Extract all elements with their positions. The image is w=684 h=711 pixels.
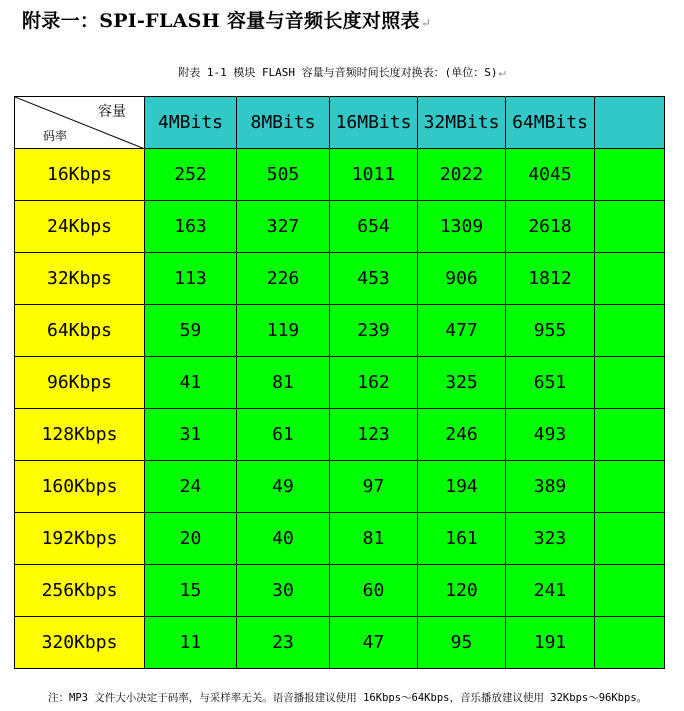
duration-cell: 654 xyxy=(330,201,418,253)
duration-cell: 226 xyxy=(237,253,330,305)
paragraph-mark-icon: ↵ xyxy=(498,65,506,79)
table-row xyxy=(15,253,665,305)
bitrate-header-label: 码率 xyxy=(43,129,68,143)
table-header-row xyxy=(15,97,665,149)
column-header: 16MBits xyxy=(330,97,418,149)
table-row xyxy=(15,513,665,565)
table-row xyxy=(15,617,665,669)
bitrate-cell: 192Kbps xyxy=(15,513,145,565)
duration-cell: 120 xyxy=(418,565,506,617)
table-row xyxy=(15,305,665,357)
duration-cell: 31 xyxy=(145,409,237,461)
duration-cell: 61 xyxy=(237,409,330,461)
duration-cell: 1812 xyxy=(506,253,595,305)
duration-cell: 81 xyxy=(330,513,418,565)
duration-cell: 651 xyxy=(506,357,595,409)
bitrate-cell: 16Kbps xyxy=(15,149,145,201)
duration-cell: 95 xyxy=(418,617,506,669)
duration-cell: 15 xyxy=(145,565,237,617)
empty-header-cell xyxy=(595,97,665,149)
empty-cell xyxy=(595,409,665,461)
duration-cell: 4045 xyxy=(506,149,595,201)
document-title-text: 附录一：SPI-FLASH 容量与音频长度对照表 xyxy=(22,10,420,32)
bitrate-cell: 96Kbps xyxy=(15,357,145,409)
duration-cell: 325 xyxy=(418,357,506,409)
table-row xyxy=(15,409,665,461)
duration-cell: 493 xyxy=(506,409,595,461)
duration-cell: 246 xyxy=(418,409,506,461)
column-header: 4MBits xyxy=(145,97,237,149)
duration-cell: 113 xyxy=(145,253,237,305)
duration-cell: 252 xyxy=(145,149,237,201)
duration-cell: 59 xyxy=(145,305,237,357)
duration-cell: 241 xyxy=(506,565,595,617)
footnote xyxy=(48,690,647,705)
duration-cell: 955 xyxy=(506,305,595,357)
duration-cell: 191 xyxy=(506,617,595,669)
empty-cell xyxy=(595,617,665,669)
duration-cell: 327 xyxy=(237,201,330,253)
duration-cell: 453 xyxy=(330,253,418,305)
duration-cell: 24 xyxy=(145,461,237,513)
table-row xyxy=(15,565,665,617)
empty-cell xyxy=(595,357,665,409)
bitrate-cell: 64Kbps xyxy=(15,305,145,357)
column-header: 32MBits xyxy=(418,97,506,149)
empty-cell xyxy=(595,253,665,305)
empty-cell xyxy=(595,565,665,617)
duration-cell: 162 xyxy=(330,357,418,409)
bitrate-cell: 320Kbps xyxy=(15,617,145,669)
paragraph-mark-icon: ↵ xyxy=(420,16,432,30)
duration-cell: 477 xyxy=(418,305,506,357)
column-header: 8MBits xyxy=(237,97,330,149)
duration-cell: 30 xyxy=(237,565,330,617)
duration-cell: 389 xyxy=(506,461,595,513)
duration-cell: 97 xyxy=(330,461,418,513)
duration-cell: 2022 xyxy=(418,149,506,201)
empty-cell xyxy=(595,513,665,565)
column-header: 64MBits xyxy=(506,97,595,149)
duration-cell: 323 xyxy=(506,513,595,565)
capacity-table xyxy=(14,96,665,669)
table-row xyxy=(15,201,665,253)
duration-cell: 161 xyxy=(418,513,506,565)
table-caption xyxy=(0,64,684,80)
bitrate-cell: 160Kbps xyxy=(15,461,145,513)
bitrate-cell: 256Kbps xyxy=(15,565,145,617)
duration-cell: 60 xyxy=(330,565,418,617)
empty-cell xyxy=(595,305,665,357)
bitrate-cell: 128Kbps xyxy=(15,409,145,461)
bitrate-cell: 24Kbps xyxy=(15,201,145,253)
duration-cell: 239 xyxy=(330,305,418,357)
empty-cell xyxy=(595,201,665,253)
capacity-header-label: 容量 xyxy=(98,104,126,120)
duration-cell: 906 xyxy=(418,253,506,305)
duration-cell: 119 xyxy=(237,305,330,357)
empty-cell xyxy=(595,149,665,201)
table-row xyxy=(15,149,665,201)
duration-cell: 40 xyxy=(237,513,330,565)
duration-cell: 123 xyxy=(330,409,418,461)
duration-cell: 194 xyxy=(418,461,506,513)
duration-cell: 47 xyxy=(330,617,418,669)
duration-cell: 49 xyxy=(237,461,330,513)
duration-cell: 2618 xyxy=(506,201,595,253)
table-row xyxy=(15,461,665,513)
duration-cell: 20 xyxy=(145,513,237,565)
footnote-text: 注：MP3 文件大小决定于码率，与采样率无关。语音播报建议使用 16Kbps～64Kbps，音乐播放建议使用 32Kbps～96Kbps。 xyxy=(48,692,648,704)
duration-cell: 23 xyxy=(237,617,330,669)
duration-cell: 81 xyxy=(237,357,330,409)
duration-cell: 163 xyxy=(145,201,237,253)
empty-cell xyxy=(595,461,665,513)
duration-cell: 41 xyxy=(145,357,237,409)
corner-header-cell xyxy=(15,97,145,149)
duration-cell: 1011 xyxy=(330,149,418,201)
bitrate-cell: 32Kbps xyxy=(15,253,145,305)
document-title xyxy=(22,6,431,33)
table-caption-text: 附表 1-1 模块 FLASH 容量与音频时间长度对换表：(单位：S) xyxy=(178,66,498,79)
table-row xyxy=(15,357,665,409)
duration-cell: 11 xyxy=(145,617,237,669)
duration-cell: 1309 xyxy=(418,201,506,253)
duration-cell: 505 xyxy=(237,149,330,201)
